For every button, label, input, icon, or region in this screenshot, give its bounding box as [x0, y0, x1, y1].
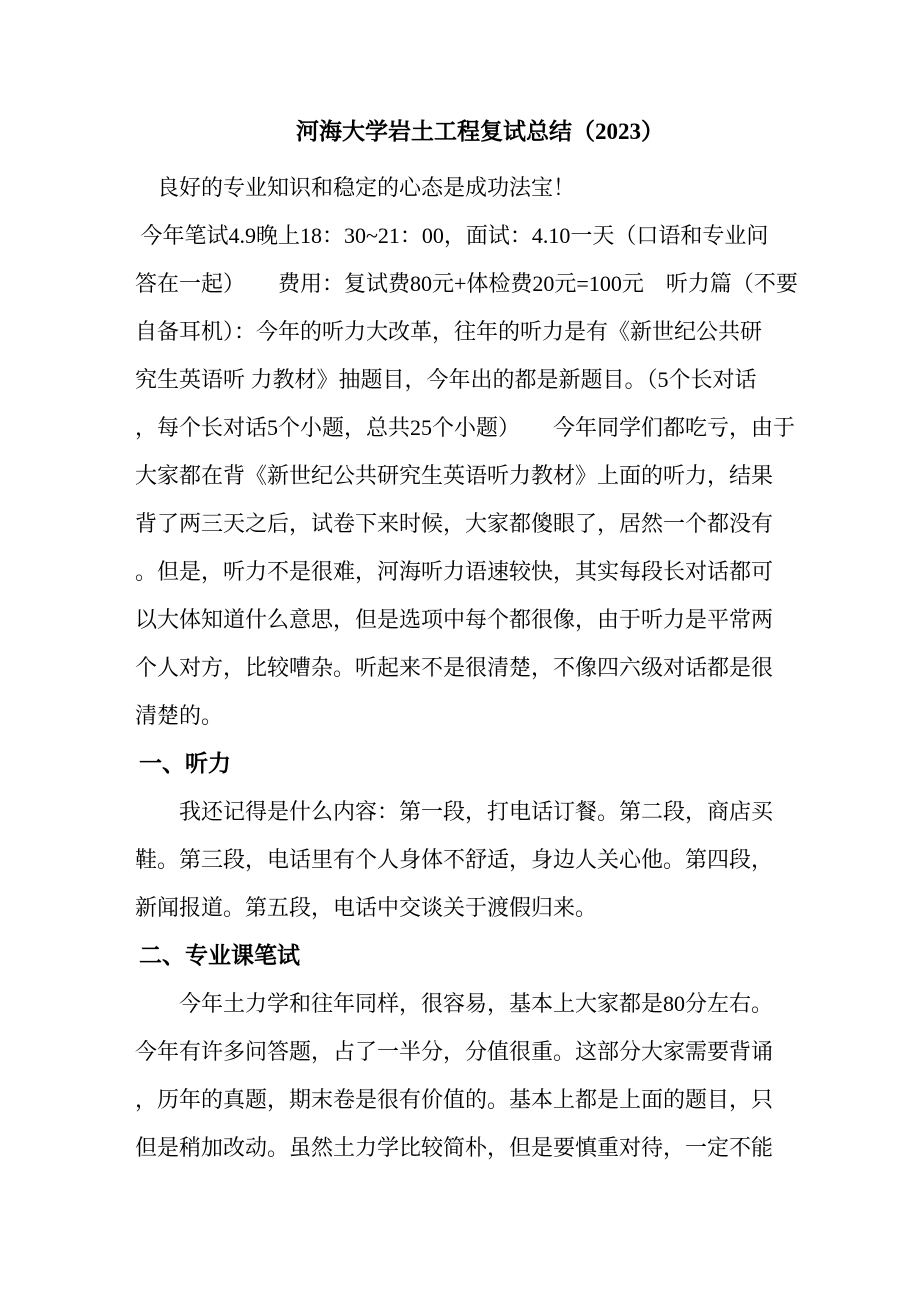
text-line: 以大体知道什么意思，但是选项中每个都很像，由于听力是平常两: [135, 607, 774, 632]
text-line: 。但是，听力不是很难，河海听力语速较快，其实每段长对话都可: [135, 559, 774, 584]
text-line: 个人对方，比较嘈杂。听起来不是很清楚，不像四六级对话都是很: [135, 655, 774, 680]
text-line: 今年笔试4.9晚上18：30~21：00，面试：4.10一天（口语和专业问: [135, 223, 769, 248]
section-heading: 二、专业课笔试: [139, 943, 300, 968]
text-line: 但是稍加改动。虽然土力学比较简朴，但是要慎重对待，一定不能: [135, 1135, 774, 1160]
document-content: [135, 100, 825, 1172]
text-line: 自备耳机）：今年的听力大改革，往年的听力是有《新世纪公共研: [135, 319, 763, 344]
text-line: 背了两三天之后，试卷下来时候，大家都傻眼了，居然一个都没有: [135, 511, 774, 536]
text-line: 大家都在背《新世纪公共研究生英语听力教材》上面的听力，结果: [135, 463, 774, 488]
text-line: 我还记得是什么内容：第一段，打电话订餐。第二段，商店买: [135, 799, 774, 824]
text-line: 究生英语听 力教材》抽题目，今年出的都是新题目。（5个长对话: [135, 367, 757, 392]
text-line: 新闻报道。第五段，电话中交谈关于渡假归来。: [135, 895, 598, 920]
text-line: 良好的专业知识和稳定的心态是成功法宝！: [135, 175, 576, 200]
text-line: ，每个长对话5个小题，总共25个小题） 今年同学们都吃亏，由于: [135, 415, 796, 440]
text-line: 鞋。第三段，电话里有个人身体不舒适，身边人关心他。第四段，: [135, 847, 774, 872]
text-line: 清楚的。: [135, 703, 224, 728]
text-line: 今年有许多问答题，占了一半分，分值很重。这部分大家需要背诵: [135, 1039, 774, 1064]
document-title: 河海大学岩土工程复试总结（2023）: [296, 119, 664, 144]
document-body: [135, 164, 825, 1172]
section-heading: 一、听力: [139, 751, 231, 776]
text-line: ，历年的真题，期末卷是很有价值的。基本上都是上面的题目，只: [135, 1087, 774, 1112]
text-line: 答在一起） 费用：复试费80元+体检费20元=100元 听力篇（不要: [135, 271, 798, 296]
text-line: 今年土力学和往年同样，很容易，基本上大家都是80分左右。: [135, 991, 774, 1016]
